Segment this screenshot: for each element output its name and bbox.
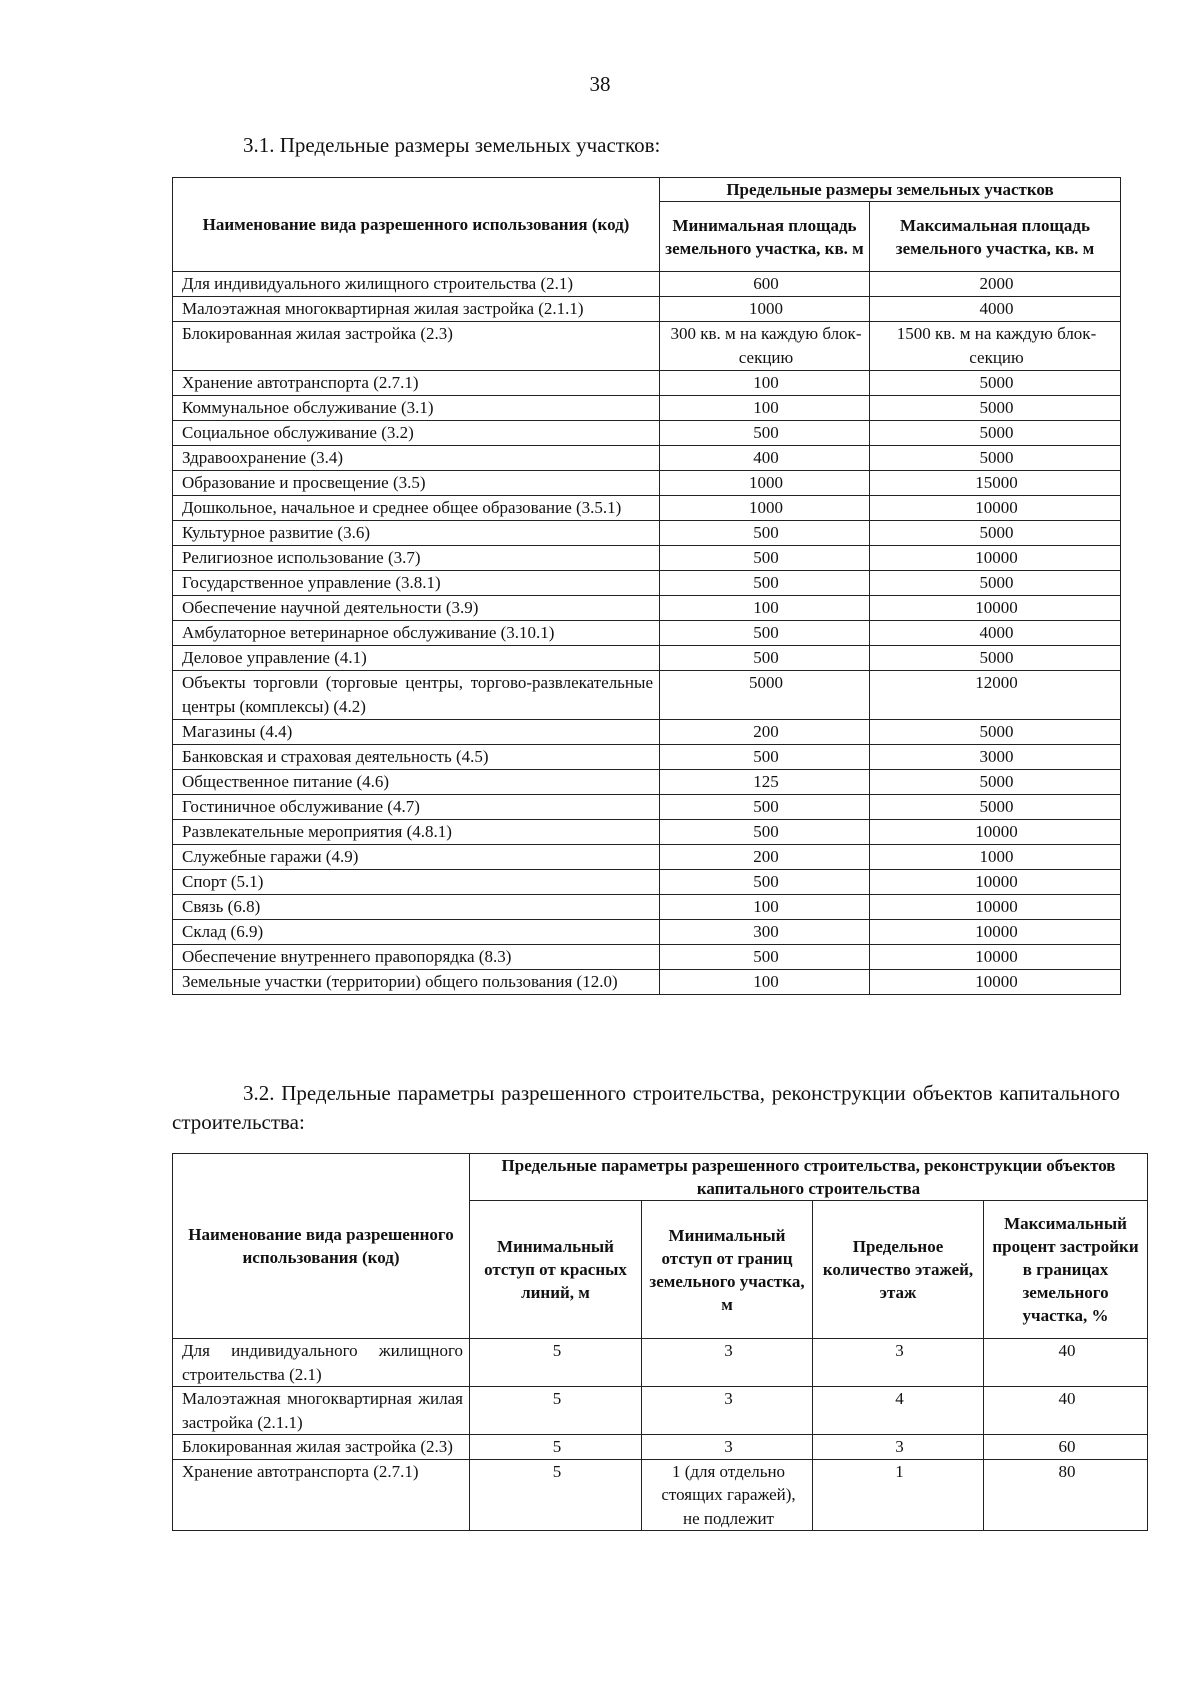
use-type-cell: Амбулаторное ветеринарное обслуживание (3.10.1): [173, 621, 660, 646]
use-type-cell: Государственное управление (3.8.1): [173, 571, 660, 596]
table-row: [173, 521, 1121, 546]
max-area-cell: 5000: [870, 770, 1121, 795]
column-header-use-type: Наименование вида разрешенного использования (код): [173, 178, 660, 272]
table-row: [173, 920, 1121, 945]
min-area-cell: 100: [660, 895, 870, 920]
min-area-cell: 500: [660, 421, 870, 446]
max-area-cell: 5000: [870, 371, 1121, 396]
min-area-cell: 100: [660, 596, 870, 621]
max-area-cell: 10000: [870, 596, 1121, 621]
use-type-cell: Земельные участки (территории) общего пользования (12.0): [173, 970, 660, 995]
table-row: [173, 870, 1121, 895]
use-type-cell: Обеспечение научной деятельности (3.9): [173, 596, 660, 621]
column-header-max-area: Максимальная площадь земельного участка, кв. м: [870, 202, 1121, 272]
table-row: [173, 272, 1121, 297]
table-row: [173, 945, 1121, 970]
boundary-setback-cell: 3: [642, 1339, 813, 1387]
use-type-cell: Хранение автотранспорта (2.7.1): [173, 1459, 470, 1531]
min-area-cell: 600: [660, 272, 870, 297]
red-line-setback-cell: 5: [470, 1459, 642, 1531]
table-row: [173, 1435, 1148, 1460]
max-area-cell: 5000: [870, 646, 1121, 671]
table-row: [173, 770, 1121, 795]
use-type-cell: Образование и просвещение (3.5): [173, 471, 660, 496]
max-floors-cell: 1: [813, 1459, 984, 1531]
max-coverage-cell: 80: [984, 1459, 1148, 1531]
min-area-cell: 200: [660, 845, 870, 870]
section-heading-3-1: 3.1. Предельные размеры земельных участков:: [243, 133, 661, 157]
table-row: [173, 795, 1121, 820]
use-type-cell: Хранение автотранспорта (2.7.1): [173, 371, 660, 396]
table-row: [173, 571, 1121, 596]
use-type-cell: Общественное питание (4.6): [173, 770, 660, 795]
max-coverage-cell: 60: [984, 1435, 1148, 1460]
use-type-cell: Деловое управление (4.1): [173, 646, 660, 671]
use-type-cell: Обеспечение внутреннего правопорядка (8.3): [173, 945, 660, 970]
table-row: [173, 297, 1121, 322]
min-area-cell: 500: [660, 646, 870, 671]
min-area-cell: 500: [660, 546, 870, 571]
max-area-cell: 10000: [870, 546, 1121, 571]
table-row: [173, 970, 1121, 995]
column-header-use-type: Наименование вида разрешенного использования (код): [173, 1154, 470, 1339]
min-area-cell: 125: [660, 770, 870, 795]
max-floors-cell: 3: [813, 1435, 984, 1460]
max-area-cell: 5000: [870, 795, 1121, 820]
min-area-cell: 200: [660, 720, 870, 745]
max-area-cell: 10000: [870, 945, 1121, 970]
land-plot-size-table: [172, 177, 1121, 995]
table-row: [173, 621, 1121, 646]
column-header-boundary-setback: Минимальный отступ от границ земельного участка, м: [642, 1201, 813, 1339]
max-area-cell: 10000: [870, 870, 1121, 895]
max-area-cell: 12000: [870, 671, 1121, 720]
min-area-cell: 400: [660, 446, 870, 471]
table-row: [173, 1387, 1148, 1435]
min-area-cell: 500: [660, 795, 870, 820]
use-type-cell: Коммунальное обслуживание (3.1): [173, 396, 660, 421]
use-type-cell: Здравоохранение (3.4): [173, 446, 660, 471]
min-area-cell: 5000: [660, 671, 870, 720]
use-type-cell: Банковская и страховая деятельность (4.5): [173, 745, 660, 770]
min-area-cell: 100: [660, 396, 870, 421]
max-area-cell: 10000: [870, 970, 1121, 995]
max-coverage-cell: 40: [984, 1339, 1148, 1387]
min-area-cell: 500: [660, 521, 870, 546]
use-type-cell: Малоэтажная многоквартирная жилая застройка (2.1.1): [173, 1387, 470, 1435]
max-area-cell: 1000: [870, 845, 1121, 870]
use-type-cell: Социальное обслуживание (3.2): [173, 421, 660, 446]
use-type-cell: Дошкольное, начальное и среднее общее образование (3.5.1): [173, 496, 660, 521]
max-floors-cell: 4: [813, 1387, 984, 1435]
table-row: [173, 745, 1121, 770]
table-row: [173, 1339, 1148, 1387]
table-row: [173, 322, 1121, 371]
table-row: [173, 496, 1121, 521]
max-area-cell: 4000: [870, 297, 1121, 322]
use-type-cell: Служебные гаражи (4.9): [173, 845, 660, 870]
max-area-cell: 1500 кв. м на каждую блок-секцию: [870, 322, 1121, 371]
use-type-cell: Магазины (4.4): [173, 720, 660, 745]
max-area-cell: 5000: [870, 521, 1121, 546]
max-area-cell: 5000: [870, 571, 1121, 596]
min-area-cell: 1000: [660, 496, 870, 521]
use-type-cell: Объекты торговли (торговые центры, торгово-развлекательные центры (комплексы) (4.2): [173, 671, 660, 720]
min-area-cell: 500: [660, 820, 870, 845]
use-type-cell: Религиозное использование (3.7): [173, 546, 660, 571]
min-area-cell: 500: [660, 870, 870, 895]
min-area-cell: 500: [660, 621, 870, 646]
boundary-setback-cell: 1 (для отдельно стоящих гаражей), не подлежит: [642, 1459, 813, 1531]
table-row: [173, 1459, 1148, 1531]
construction-parameters-table: [172, 1153, 1148, 1531]
min-area-cell: 300 кв. м на каждую блок-секцию: [660, 322, 870, 371]
table-row: [173, 396, 1121, 421]
max-area-cell: 10000: [870, 820, 1121, 845]
use-type-cell: Гостиничное обслуживание (4.7): [173, 795, 660, 820]
use-type-cell: Блокированная жилая застройка (2.3): [173, 322, 660, 371]
min-area-cell: 500: [660, 745, 870, 770]
use-type-cell: Блокированная жилая застройка (2.3): [173, 1435, 470, 1460]
use-type-cell: Культурное развитие (3.6): [173, 521, 660, 546]
min-area-cell: 100: [660, 970, 870, 995]
table-row: [173, 596, 1121, 621]
use-type-cell: Связь (6.8): [173, 895, 660, 920]
max-area-cell: 15000: [870, 471, 1121, 496]
max-area-cell: 5000: [870, 396, 1121, 421]
page-number: 38: [589, 72, 611, 96]
use-type-cell: Малоэтажная многоквартирная жилая застройка (2.1.1): [173, 297, 660, 322]
table-row: [173, 895, 1121, 920]
max-coverage-cell: 40: [984, 1387, 1148, 1435]
red-line-setback-cell: 5: [470, 1387, 642, 1435]
max-area-cell: 10000: [870, 496, 1121, 521]
table-row: [173, 646, 1121, 671]
min-area-cell: 1000: [660, 471, 870, 496]
max-floors-cell: 3: [813, 1339, 984, 1387]
use-type-cell: Спорт (5.1): [173, 870, 660, 895]
max-area-cell: 3000: [870, 745, 1121, 770]
column-header-max-floors: Предельное количество этажей, этаж: [813, 1201, 984, 1339]
table-row: [173, 671, 1121, 720]
use-type-cell: Склад (6.9): [173, 920, 660, 945]
table-row: [173, 820, 1121, 845]
max-area-cell: 5000: [870, 446, 1121, 471]
column-header-min-area: Минимальная площадь земельного участка, кв. м: [660, 202, 870, 272]
table-row: [173, 446, 1121, 471]
red-line-setback-cell: 5: [470, 1435, 642, 1460]
max-area-cell: 5000: [870, 421, 1121, 446]
max-area-cell: 2000: [870, 272, 1121, 297]
max-area-cell: 4000: [870, 621, 1121, 646]
column-header-red-line-setback: Минимальный отступ от красных линий, м: [470, 1201, 642, 1339]
boundary-setback-cell: 3: [642, 1435, 813, 1460]
min-area-cell: 1000: [660, 297, 870, 322]
min-area-cell: 100: [660, 371, 870, 396]
min-area-cell: 500: [660, 571, 870, 596]
max-area-cell: 10000: [870, 920, 1121, 945]
use-type-cell: Развлекательные мероприятия (4.8.1): [173, 820, 660, 845]
column-header-max-coverage: Максимальный процент застройки в границах земельного участка, %: [984, 1201, 1148, 1339]
max-area-cell: 5000: [870, 720, 1121, 745]
use-type-cell: Для индивидуального жилищного строительства (2.1): [173, 272, 660, 297]
min-area-cell: 300: [660, 920, 870, 945]
table-row: [173, 546, 1121, 571]
table-row: [173, 471, 1121, 496]
red-line-setback-cell: 5: [470, 1339, 642, 1387]
min-area-cell: 500: [660, 945, 870, 970]
use-type-cell: Для индивидуального жилищного строительства (2.1): [173, 1339, 470, 1387]
table-row: [173, 845, 1121, 870]
boundary-setback-cell: 3: [642, 1387, 813, 1435]
table-row: [173, 371, 1121, 396]
table-row: [173, 720, 1121, 745]
section-heading-3-2: 3.2. Предельные параметры разрешенного строительства, реконструкции объектов капитального строительства:: [172, 1081, 1120, 1134]
max-area-cell: 10000: [870, 895, 1121, 920]
column-group-header-construction-parameters: Предельные параметры разрешенного строительства, реконструкции объектов капитального строительства: [470, 1154, 1148, 1201]
table-row: [173, 421, 1121, 446]
column-group-header-plot-size: Предельные размеры земельных участков: [660, 178, 1121, 202]
